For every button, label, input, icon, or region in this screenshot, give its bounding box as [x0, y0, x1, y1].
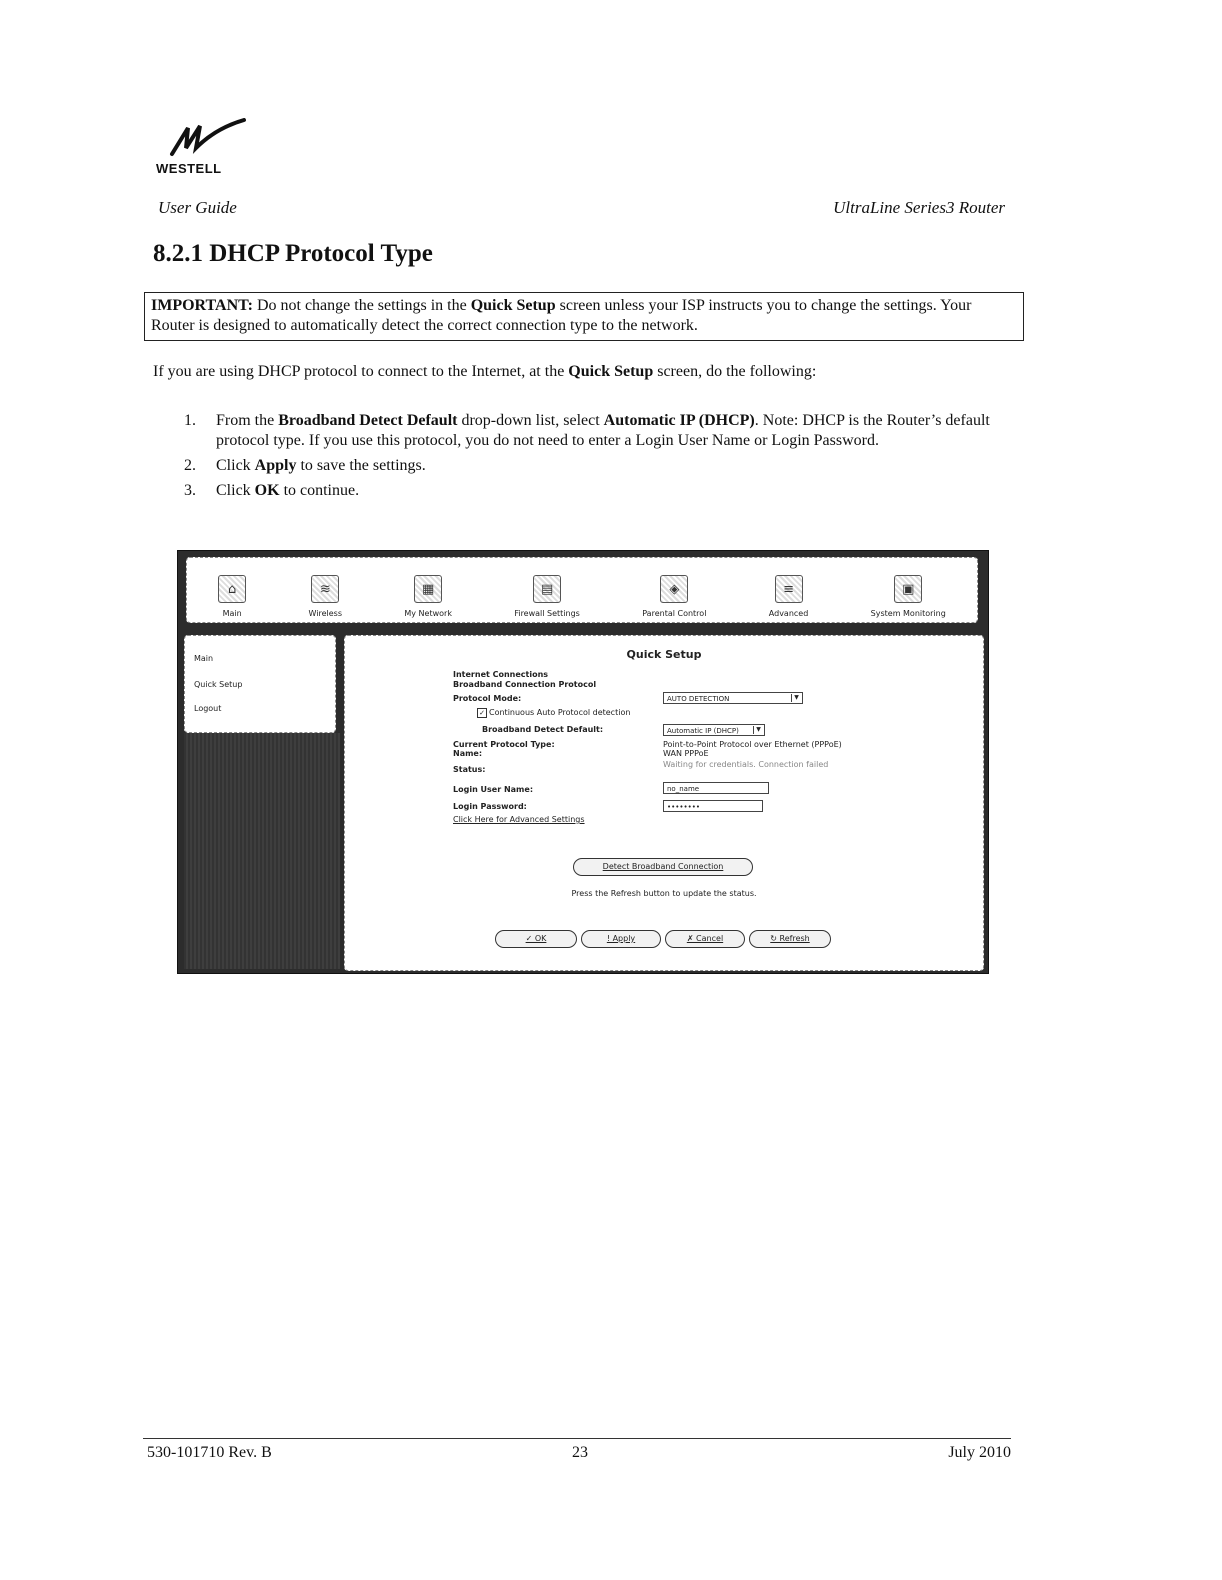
footer-doc-id: 530-101710 Rev. B — [147, 1444, 272, 1461]
advanced-settings-link[interactable]: Click Here for Advanced Settings — [453, 815, 585, 824]
list-item — [184, 456, 1004, 476]
header-right: UltraLine Series3 Router — [833, 198, 1005, 217]
intro-text-2: screen, do the following: — [653, 363, 817, 380]
westell-logo-icon — [166, 118, 246, 160]
nav-label: Parental Control — [642, 609, 707, 618]
continuous-detection-label: Continuous Auto Protocol detection — [489, 708, 631, 717]
nav-wireless[interactable] — [309, 575, 342, 618]
chevron-down-icon: ▼ — [791, 694, 801, 702]
nav-label: Main — [222, 609, 242, 618]
step-number: 1. — [184, 412, 196, 429]
chevron-down-icon: ▼ — [753, 726, 763, 734]
step-text — [216, 411, 1004, 451]
step-bold: Apply — [254, 457, 297, 474]
network-icon: ▦ — [414, 575, 442, 603]
footer-page-number: 23 — [572, 1444, 588, 1461]
important-text: Do not change the settings in the — [252, 297, 471, 314]
step-number: 3. — [184, 482, 196, 499]
login-user-input[interactable]: no_name — [663, 782, 769, 794]
continuous-detection-checkbox[interactable]: ✓ — [477, 708, 487, 718]
nav-parental-control[interactable] — [642, 575, 706, 618]
step-text — [216, 481, 1004, 501]
internet-connections-heading: Internet Connections — [453, 670, 549, 679]
login-password-label: Login Password: — [453, 802, 527, 811]
top-nav — [186, 557, 978, 623]
step-text — [216, 456, 1004, 476]
login-password-input[interactable]: •••••••• — [663, 800, 763, 812]
protocol-mode-label: Protocol Mode: — [453, 694, 522, 703]
sidebar-background — [184, 733, 340, 969]
nav-my-network[interactable] — [404, 575, 452, 618]
ok-button[interactable]: ✓ OK — [495, 930, 577, 948]
nav-label: Wireless — [308, 609, 343, 618]
sidebar-item-quick-setup[interactable]: Quick Setup — [194, 680, 243, 689]
nav-label: My Network — [404, 609, 452, 618]
refresh-hint: Press the Refresh button to update the status. — [571, 889, 757, 898]
apply-button[interactable]: ! Apply — [581, 930, 661, 948]
home-icon: ⌂ — [218, 575, 246, 603]
monitor-icon: ▣ — [894, 575, 922, 603]
nav-advanced[interactable] — [769, 575, 809, 618]
section-title: 8.2.1 DHCP Protocol Type — [153, 240, 433, 267]
current-type-label: Current Protocol Type: — [453, 740, 555, 749]
footer-date: July 2010 — [948, 1444, 1011, 1461]
bb-default-label: Broadband Detect Default: — [482, 725, 604, 734]
intro-text: If you are using DHCP protocol to connect to the Internet, at the — [153, 363, 569, 380]
quick-setup-panel — [344, 635, 984, 971]
current-type-value: Point-to-Point Protocol over Ethernet (PPPoE) — [663, 740, 842, 749]
intro-paragraph — [153, 363, 1033, 381]
sidebar-item-main[interactable]: Main — [194, 654, 214, 663]
wireless-icon: ≋ — [311, 575, 339, 603]
important-bold: Quick Setup — [470, 297, 556, 314]
step-span: to continue. — [279, 482, 360, 499]
important-text-2: screen unless your ISP instructs you to change the settings. Your Router is designed to automatically detect the correct connection type to the network. — [151, 297, 972, 334]
name-value: WAN PPPoE — [663, 749, 709, 758]
steps-list — [184, 411, 1004, 506]
status-value: Waiting for credentials. Connection failed — [663, 760, 829, 769]
step-span: drop-down list, select — [457, 412, 604, 429]
bb-default-value: Automatic IP (DHCP) — [667, 727, 739, 735]
important-note — [144, 292, 1024, 341]
step-span: . Note: DHCP is the Router’s default protocol type. If you use this protocol, you do not need to enter a Login User Name or Login Password. — [216, 412, 990, 449]
step-number: 2. — [184, 457, 196, 474]
list-item — [184, 481, 1004, 501]
router-screenshot — [177, 550, 989, 974]
nav-label: System Monitoring — [870, 609, 946, 618]
step-span: Click — [216, 457, 255, 474]
sidebar-item-logout[interactable]: Logout — [194, 704, 222, 713]
bb-protocol-heading: Broadband Connection Protocol — [453, 680, 597, 689]
sidebar — [184, 635, 336, 733]
firewall-icon: ▤ — [533, 575, 561, 603]
list-item — [184, 411, 1004, 451]
brand-name: WESTELL — [156, 161, 222, 176]
nav-firewall[interactable] — [514, 575, 580, 618]
step-span: Click — [216, 482, 255, 499]
name-label: Name: — [453, 749, 483, 758]
lock-icon: ◈ — [660, 575, 688, 603]
bb-default-select[interactable] — [663, 724, 765, 736]
intro-bold: Quick Setup — [568, 363, 654, 380]
footer-divider — [143, 1438, 1011, 1439]
nav-system-monitoring[interactable] — [871, 575, 946, 618]
protocol-mode-value: AUTO DETECTION — [667, 695, 730, 703]
step-span: From the — [216, 412, 279, 429]
login-user-label: Login User Name: — [453, 785, 534, 794]
nav-main[interactable] — [218, 575, 246, 618]
important-label: IMPORTANT: — [151, 297, 253, 314]
step-span: to save the settings. — [296, 457, 426, 474]
nav-label: Firewall Settings — [514, 609, 580, 618]
refresh-button[interactable]: ↻ Refresh — [749, 930, 831, 948]
protocol-mode-select[interactable] — [663, 692, 803, 704]
detect-broadband-button[interactable]: Detect Broadband Connection — [573, 858, 753, 876]
nav-label: Advanced — [768, 609, 809, 618]
status-label: Status: — [453, 765, 486, 774]
header-left: User Guide — [158, 198, 237, 217]
page-title: Quick Setup — [626, 648, 702, 661]
step-bold: OK — [254, 482, 280, 499]
step-bold: Automatic IP (DHCP) — [603, 412, 755, 429]
cancel-button[interactable]: ✗ Cancel — [665, 930, 745, 948]
step-bold: Broadband Detect Default — [278, 412, 458, 429]
advanced-icon: ≡ — [775, 575, 803, 603]
